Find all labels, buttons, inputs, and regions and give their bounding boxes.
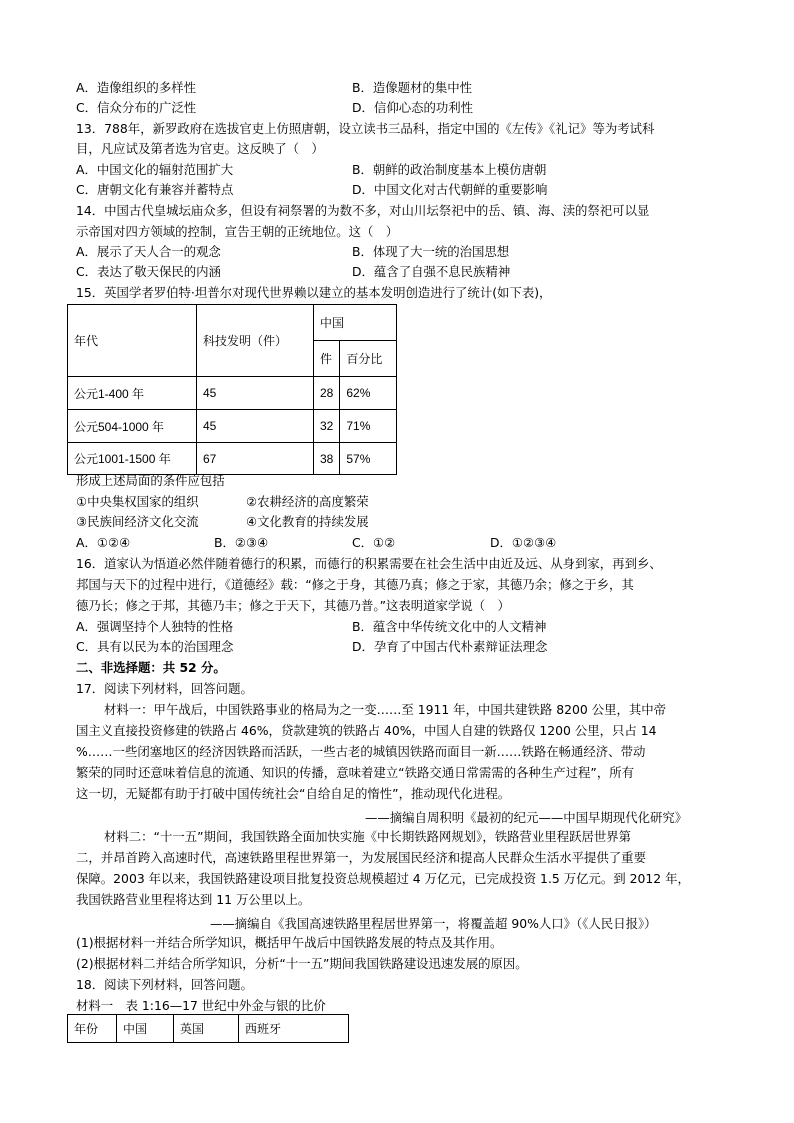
- table-cell-percent: 57%: [340, 443, 397, 475]
- table-header-inventions: 科技发明（件）: [197, 305, 314, 377]
- table-cell-inventions: 45: [197, 410, 314, 443]
- q17-material2-line1: 材料二：“十一五”期间，我国铁路全面加快实施《中长期铁路网规划》，铁路营业里程跃居世界第: [104, 829, 632, 844]
- q16-option-c: C．具有以民为本的治国理念: [76, 639, 234, 654]
- q16-option-d: D．孕育了中国古代朴素辩证法理念: [352, 639, 548, 654]
- q17-material1-line2: 国主义直接投资修建的铁路占 46%，贷款建筑的铁路占 40%，中国人自建的铁路仅 1200 公里，只占 14: [76, 723, 657, 738]
- q12-option-d: D．信仰心态的功利性: [352, 100, 474, 115]
- table-header-year: 年份: [68, 1015, 117, 1043]
- q13-option-a: A．中国文化的辐射范围扩大: [76, 162, 234, 177]
- table-row: [68, 377, 397, 410]
- q14-option-a: A．展示了天人合一的观念: [76, 244, 221, 259]
- table-cell-count: 32: [314, 410, 340, 443]
- table-header-china: 中国: [314, 305, 397, 341]
- q15-stem: 15．英国学者罗伯特·坦普尔对现代世界赖以建立的基本发明创造进行了统计(如下表)，: [76, 285, 552, 300]
- q14-option-b: B．体现了大一统的治国思想: [352, 244, 510, 259]
- table-cell-year: 公元504-1000 年: [68, 410, 197, 443]
- table-header-england: 英国: [174, 1015, 239, 1043]
- table-row: [68, 443, 397, 475]
- q13-option-c: C．唐朝文化有兼容并蓄特点: [76, 182, 234, 197]
- q17-material2-line3: 保障。2003 年以来，我国铁路建设项目批复投资总规模超过 4 万亿元，已完成投资 1.5 万亿元。到 2012 年，: [76, 871, 690, 886]
- q18-material1-caption: 材料一 表 1:16—17 世纪中外金与银的比价: [76, 998, 326, 1013]
- q17-material2-line2: 二，并昂首跨入高速时代，高速铁路里程世界第一，为发展国民经济和提高人民群众生活水平提供了重要: [76, 850, 646, 865]
- q17-material1-line1: 材料一：甲午战后，中国铁路事业的格局为之一变……至 1911 年，中国共建铁路 8200 公里，其中帝: [104, 702, 667, 717]
- q15-option-c: C．①②: [352, 535, 396, 550]
- q16-line1: 16．道家认为悟道必然伴随着德行的积累，而德行的积累需要在社会生活中由近及远、从身到家，再到乡、: [76, 556, 662, 571]
- q16-option-b: B．蕴含中华传统文化中的人文精神: [352, 619, 547, 634]
- q17-part1: (1)根据材料一并结合所学知识，概括甲午战后中国铁路发展的特点及其作用。: [76, 935, 503, 950]
- q16-option-a: A．强调坚持个人独特的性格: [76, 619, 234, 634]
- q17-part2: (2)根据材料二并结合所学知识，分析“十一五”期间我国铁路建设迅速发展的原因。: [76, 956, 528, 971]
- q12-option-b: B．造像题材的集中性: [352, 80, 473, 95]
- q15-option-d: D．①②③④: [490, 535, 557, 550]
- q14-stem-line1: 14．中国古代皇城坛庙众多，但设有祠祭署的为数不多，对山川坛祭祀中的岳、镇、海、渎的祭祀可以显: [76, 203, 650, 218]
- table-cell-count: 38: [314, 443, 340, 475]
- q17-source2: ——摘编自《我国高速铁路里程居世界第一，将覆盖超 90%人口》（《人民日报》）: [210, 916, 657, 931]
- q13-stem-line1: 13．788年，新罗政府在选拔官吏上仿照唐朝，设立读书三品科，指定中国的《左传》《礼记》等为考试科: [76, 121, 655, 136]
- table-cell-year: 公元1001-1500 年: [68, 443, 197, 475]
- q16-line2: 邦国与天下的过程中进行，《道德经》载：“修之于身，其德乃真；修之于家，其德乃余；修之于乡，其: [76, 577, 634, 592]
- q17-material1-line5: 这一切，无疑都有助于打破中国传统社会“自给自足的惰性”，推动现代化进程。: [76, 786, 511, 801]
- q13-option-b: B．朝鲜的政治制度基本上模仿唐朝: [352, 162, 547, 177]
- q14-option-d: D．蕴含了自强不息民族精神: [352, 264, 511, 279]
- q17-material2-line4: 我国铁路营业里程将达到 11 万公里以上。: [76, 892, 311, 907]
- q12-option-c: C．信众分布的广泛性: [76, 100, 197, 115]
- table-header-percent: 百分比: [340, 341, 397, 377]
- q13-option-d: D．中国文化对古代朝鲜的重要影响: [352, 182, 548, 197]
- q12-option-a: A．造像组织的多样性: [76, 80, 196, 95]
- table-header-count: 件: [314, 341, 340, 377]
- table-header-china: 中国: [117, 1015, 174, 1043]
- table-row: [68, 410, 397, 443]
- q13-stem-line2: 目，凡应试及第者选为官吏。这反映了（ ）: [76, 141, 324, 156]
- q18-heading: 18．阅读下列材料，回答问题。: [76, 977, 253, 992]
- q15-after-table: 形成上述局面的条件应包括: [76, 473, 225, 488]
- q15-item-1: ①中央集权国家的组织: [76, 494, 199, 509]
- q15-item-4: ④文化教育的持续发展: [246, 514, 369, 529]
- q17-source1: ——摘编自周积明《最初的纪元——中国早期现代化研究》: [365, 810, 688, 825]
- q16-line3: 德乃长；修之于邦，其德乃丰；修之于天下，其德乃普。”这表明道家学说（ ）: [76, 598, 510, 613]
- q14-stem-line2: 示帝国对四方领域的控制，宣告王朝的正统地位。这（ ）: [76, 224, 399, 239]
- table-cell-inventions: 67: [197, 443, 314, 475]
- table-cell-count: 28: [314, 377, 340, 410]
- q17-material1-line3: %……一些闭塞地区的经济因铁路而活跃，一些古老的城镇因铁路而面目一新……铁路在畅通经济、带动: [76, 744, 646, 759]
- table-header-year: 年代: [68, 305, 197, 377]
- q15-item-2: ②农耕经济的高度繁荣: [246, 494, 369, 509]
- q15-table: [67, 304, 397, 475]
- table-cell-percent: 71%: [340, 410, 397, 443]
- q15-option-a: A．①②④: [76, 535, 131, 550]
- q14-option-c: C．表达了敬天保民的内涵: [76, 264, 221, 279]
- table-cell-percent: 62%: [340, 377, 397, 410]
- q17-material1-line4: 繁荣的同时还意味着信息的流通、知识的传播，意味着建立“铁路交通日常需需的各种生产过程”，所有: [76, 765, 635, 780]
- q15-option-b: B．②③④: [214, 535, 269, 550]
- table-header-spain: 西班牙: [239, 1015, 349, 1043]
- q17-heading: 17．阅读下列材料，回答问题。: [76, 681, 253, 696]
- table-cell-inventions: 45: [197, 377, 314, 410]
- table-cell-year: 公元1-400 年: [68, 377, 197, 410]
- q15-item-3: ③民族间经济文化交流: [76, 514, 199, 529]
- section-heading: 二、非选择题：共 52 分。: [76, 660, 226, 675]
- q18-table: [67, 1014, 349, 1043]
